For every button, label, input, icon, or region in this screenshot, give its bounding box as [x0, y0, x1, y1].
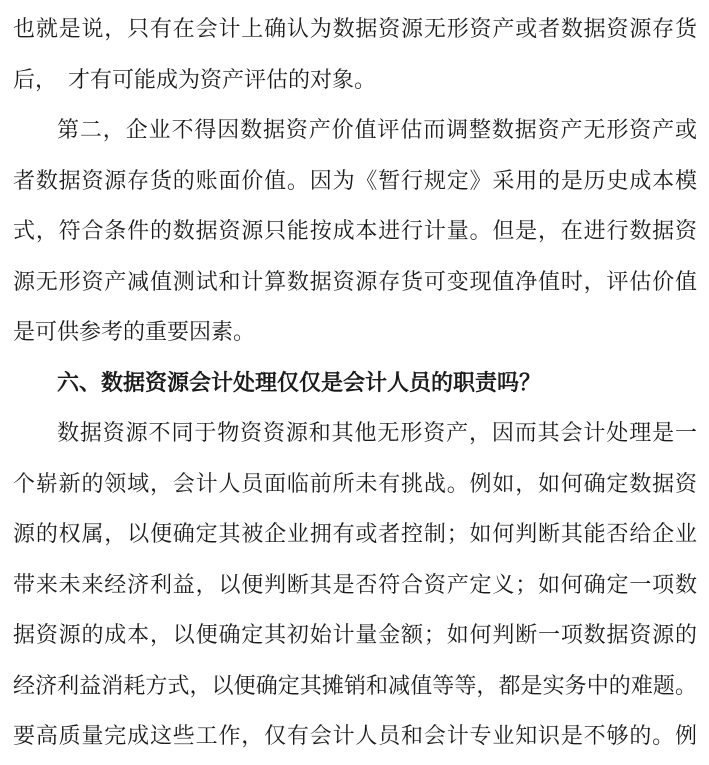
text-line: 是可供参考的重要因素。 [13, 319, 256, 344]
text-line: 据资源的成本，以便确定其初始计量金额；如何判断一项数据资源的 [13, 622, 697, 647]
text-line: 要高质量完成这些工作，仅有会计人员和会计专业知识是不够的。例 [13, 723, 697, 748]
section-heading: 六、数据资源会计处理仅仅是会计人员的职责吗？ [57, 369, 542, 395]
text-line: 数据资源不同于物资资源和其他无形资产，因而其会计处理是一 [57, 420, 697, 445]
text-line: 后， 才有可能成为资产评估的对象。 [13, 66, 377, 92]
text-line: 源无形资产减值测试和计算数据资源存货可变现值净值时，评估价值 [13, 268, 697, 294]
text-line: 第二，企业不得因数据资产价值评估而调整数据资产无形资产或 [57, 117, 697, 142]
text-line: 带来未来经济利益，以便判断其是否符合资产定义；如何确定一项数 [13, 571, 697, 597]
text-line: 者数据资源存货的账面价值。因为《暂行规定》采用的是历史成本模 [13, 167, 697, 193]
text-line: 源的权属，以便确定其被企业拥有或者控制；如何判断其能否给企业 [13, 521, 697, 546]
text-line: 个崭新的领域，会计人员面临前所未有挑战。例如，如何确定数据资 [13, 470, 697, 496]
text-line: 式，符合条件的数据资源只能按成本进行计量。但是，在进行数据资 [13, 218, 697, 243]
text-line: 也就是说，只有在会计上确认为数据资源无形资产或者数据资源存货 [13, 16, 697, 41]
text-line: 经济利益消耗方式，以便确定其摊销和减值等等，都是实务中的难题。 [13, 672, 697, 698]
